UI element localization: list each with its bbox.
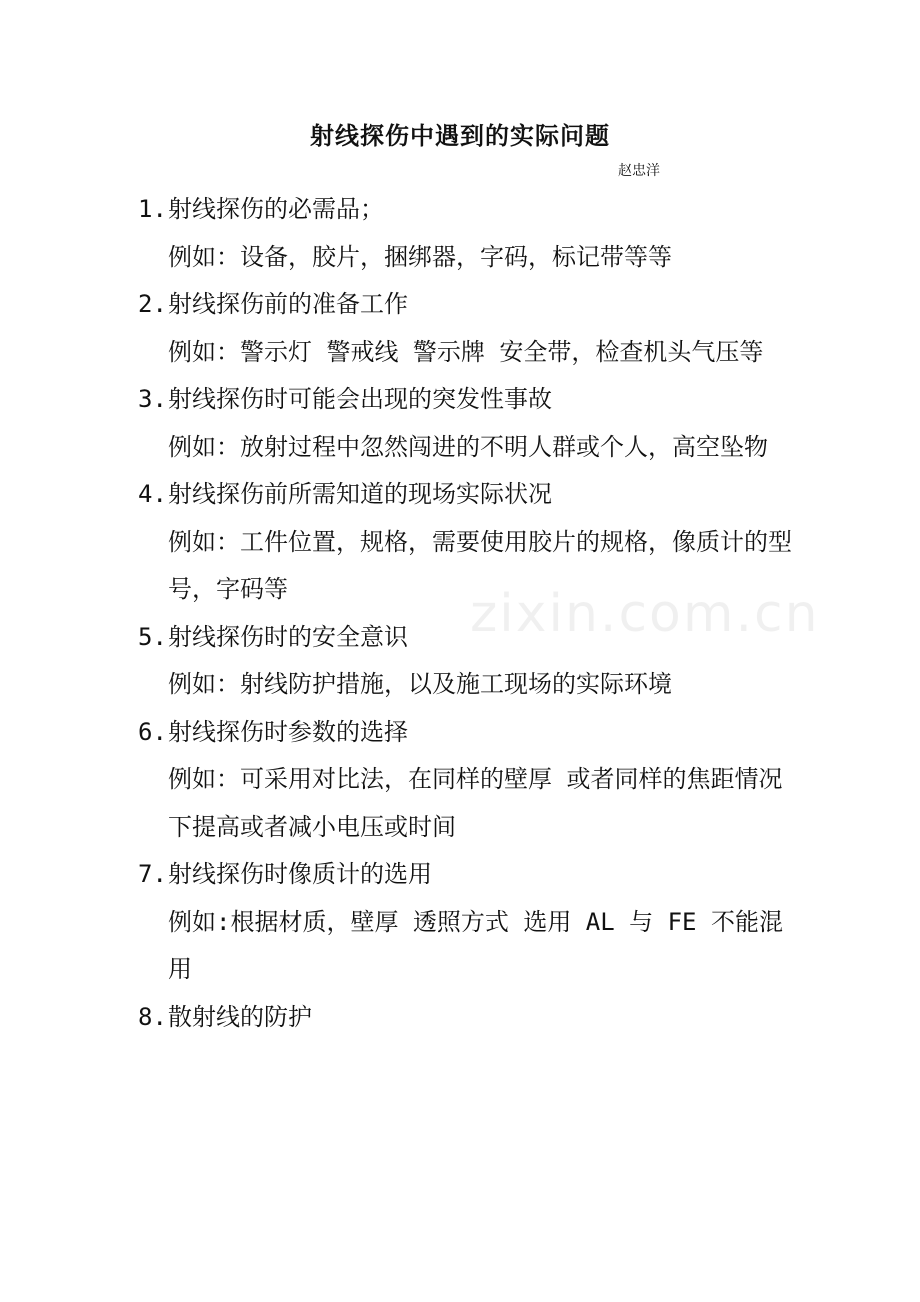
item-example: 例如：射线防护措施，以及施工现场的实际环境 bbox=[168, 670, 672, 698]
item-example: 例如：可采用对比法，在同样的壁厚 或者同样的焦距情况下提高或者减小电压或时间 bbox=[168, 765, 783, 841]
list-item bbox=[138, 994, 798, 1042]
list-item bbox=[138, 376, 798, 471]
item-heading-text: 射线探伤前所需知道的现场实际状况 bbox=[168, 480, 552, 508]
item-heading bbox=[138, 186, 798, 234]
item-example: 例如：工件位置，规格，需要使用胶片的规格，像质计的型号，字码等 bbox=[168, 527, 792, 603]
item-heading bbox=[138, 614, 798, 662]
item-heading-text: 射线探伤时可能会出现的突发性事故 bbox=[168, 385, 552, 413]
document-title: 射线探伤中遇到的实际问题 bbox=[310, 122, 610, 150]
list-item bbox=[138, 709, 798, 852]
item-example: 例如:根据材质，壁厚 透照方式 选用 AL 与 FE 不能混用 bbox=[168, 907, 783, 983]
list-item bbox=[138, 471, 798, 614]
item-heading bbox=[138, 851, 798, 899]
document-author: 赵忠洋 bbox=[618, 163, 660, 179]
item-number: 3. bbox=[138, 385, 167, 413]
item-heading-text: 射线探伤时像质计的选用 bbox=[168, 860, 432, 888]
item-example: 例如：警示灯 警戒线 警示牌 安全带，检查机头气压等 bbox=[168, 337, 764, 366]
item-heading-text: 射线探伤时参数的选择 bbox=[168, 717, 408, 746]
item-example: 例如：放射过程中忽然闯进的不明人群或个人，高空坠物 bbox=[168, 432, 768, 461]
item-heading-text: 射线探伤前的准备工作 bbox=[168, 290, 408, 318]
list-item bbox=[138, 281, 798, 376]
item-heading-text: 射线探伤的必需品； bbox=[168, 195, 384, 223]
item-heading bbox=[138, 376, 798, 424]
list-item bbox=[138, 851, 798, 994]
watermark: zixin.com.cn bbox=[470, 584, 820, 644]
item-heading bbox=[138, 281, 798, 329]
item-number: 5. bbox=[138, 622, 167, 651]
list-item bbox=[138, 186, 798, 281]
item-number: 8. bbox=[138, 1002, 167, 1031]
item-number: 7. bbox=[138, 860, 167, 888]
item-number: 4. bbox=[138, 480, 167, 508]
item-number: 1. bbox=[138, 195, 167, 223]
list-item bbox=[138, 614, 798, 709]
item-heading bbox=[138, 471, 798, 519]
item-heading bbox=[138, 994, 798, 1042]
item-number: 6. bbox=[138, 717, 167, 746]
item-example: 例如：设备，胶片，捆绑器，字码，标记带等等 bbox=[168, 242, 672, 271]
item-number: 2. bbox=[138, 290, 167, 318]
item-heading-text: 射线探伤时的安全意识 bbox=[168, 622, 408, 651]
document-body bbox=[138, 186, 798, 1041]
item-heading-text: 散射线的防护 bbox=[168, 1002, 312, 1031]
item-heading bbox=[138, 709, 798, 757]
